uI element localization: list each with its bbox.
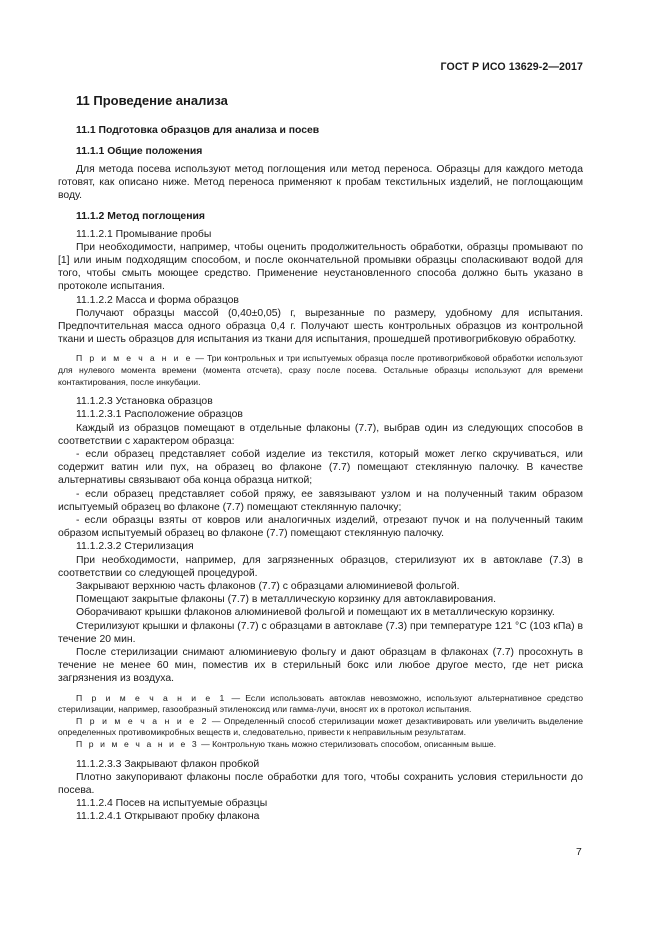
note-text: — Если использовать автоклав невозможно, используют альтернативное средство стерилизации, например, газообразный этиленоксид или гамма-лучи, вносят их в протокол испытания. — [58, 692, 583, 715]
note-label: П р и м е ч а н и е — [76, 353, 193, 364]
subsection-11-1-title: 11.1 Подготовка образцов для анализа и посев — [76, 125, 320, 136]
washing-heading: 11.1.2.1 Промывание пробы — [76, 228, 212, 240]
inoculation-heading: 11.1.2.4 Посев на испытуемые образцы — [76, 798, 268, 810]
placement-text: Каждый из образцов помещают в отдельные флаконы (7.7), выбрав один из следующих способов в соответствии с характером образца: — [58, 422, 583, 447]
page-number: 7 — [576, 847, 582, 858]
placement-heading: 11.1.2.3.1 Расположение образцов — [76, 409, 243, 421]
subsection-11-1-2-title: 11.1.2 Метод поглощения — [76, 210, 205, 222]
section-title: 11 Проведение анализа — [76, 93, 228, 108]
sterilization-text: После стерилизации снимают алюминиевую фольгу и дают образцам в флаконах (7.7) просохнуть в течение не менее 60 мин, поместив их в стерильный бокс или любое другое место, где нет риска загрязнения из воздуха. — [58, 647, 583, 685]
note-1 — [58, 693, 583, 716]
note-2 — [58, 716, 583, 739]
note-label: П р и м е ч а н и е 2 — [76, 715, 209, 726]
note-text: — Три контрольных и три испытуемых образца после противогрибковой обработки используют для нулевого момента времени (момента отсчета), сразу после посева. Остальные образцы используют для времени контактирования, после инкубации. — [58, 353, 583, 387]
list-item: - если образец представляет собой пряжу, ее завязывают узлом и на полученный таким образом испытуемый образец во флаконе (7.7) помещают стеклянную палочку; — [58, 488, 583, 513]
sterilization-text: При необходимости, например, для загрязненных образцов, стерилизуют их в автоклаве (7.3) в соответствии со следующей процедурой. — [58, 554, 583, 579]
installation-heading: 11.1.2.3 Установка образцов — [76, 396, 213, 408]
note-label: П р и м е ч а н и е 1 — [76, 692, 227, 703]
note-3 — [58, 739, 583, 751]
subsection-11-1-1-title: 11.1.1 Общие положения — [76, 146, 203, 157]
general-provisions-text: Для метода посева используют метод поглощения или метод переноса. Образцы для каждого метода готовят, как описано ниже. Метод переноса применяют к пробам текстильных изделий, не поглощающим воду. — [58, 164, 583, 202]
list-item: - если образец представляет собой изделие из текстиля, который может легко скручиваться, или содержит ватин или пух, на образец во флаконе (7.7) помещают стеклянную палочку. В качестве альтернативы связывают оба конца образца ниткой; — [58, 449, 583, 487]
sterilization-text: Стерилизуют крышки и флаконы (7.7) с образцами в автоклаве (7.3) при температуре 121 °С (103 кПа) в течение 20 мин. — [58, 620, 583, 645]
note-text: — Контрольную ткань можно стерилизовать способом, описанным выше. — [198, 739, 497, 750]
mass-shape-text: Получают образцы массой (0,40±0,05) г, вырезанные по размеру, удобному для испытания. Предпочтительная масса одного образца 0,4 г. Получают шесть контрольных образцов из контрольной ткани и шесть образцов для испытания из ткани для испытания, прошедшей противогрибковую обработку. — [58, 307, 583, 346]
sterilization-heading: 11.1.2.3.2 Стерилизация — [76, 541, 194, 553]
mass-shape-heading: 11.1.2.2 Масса и форма образцов — [76, 294, 239, 306]
closing-heading: 11.1.2.3.3 Закрывают флакон пробкой — [76, 758, 260, 770]
closing-text: Плотно закупоривают флаконы после обработки для того, чтобы сохранить условия стерильности до посева. — [58, 771, 583, 797]
document-body — [58, 90, 583, 824]
note-control-samples — [58, 353, 583, 388]
sterilization-text: Помещают закрытые флаконы (7.7) в металлическую корзинку для автоклавирования. — [76, 594, 497, 606]
note-label: П р и м е ч а н и е 3 — [76, 739, 199, 750]
sterilization-text: Оборачивают крышки флаконов алюминиевой фольгой и помещают их в металлическую корзинку. — [76, 607, 555, 619]
note-text: — Определенный способ стерилизации может дезактивировать или увеличить выделение определенных противомикробных веществ и, следовательно, привести к неправильным результатам. — [58, 715, 583, 738]
list-item: - если образцы взяты от ковров или аналогичных изделий, отрезают пучок и на полученный таким образом испытуемый образец во флаконе (7.7) помещают стеклянную палочку. — [58, 515, 583, 540]
sterilization-text: Закрывают верхнюю часть флаконов (7.7) с образцами алюминиевой фольгой. — [76, 581, 460, 593]
standard-header: ГОСТ Р ИСО 13629-2—2017 — [440, 61, 583, 73]
washing-text: При необходимости, например, чтобы оценить продолжительность обработки, образцы промывают по [1] или иным подходящим способом, и после окончательной промывки образцы споласкивают водой для того, чтобы смыть моющее средство. Применение неустановленного способа должно быть указано в протоколе испытания. — [58, 241, 583, 293]
open-stopper-heading: 11.1.2.4.1 Открывают пробку флакона — [76, 811, 260, 823]
